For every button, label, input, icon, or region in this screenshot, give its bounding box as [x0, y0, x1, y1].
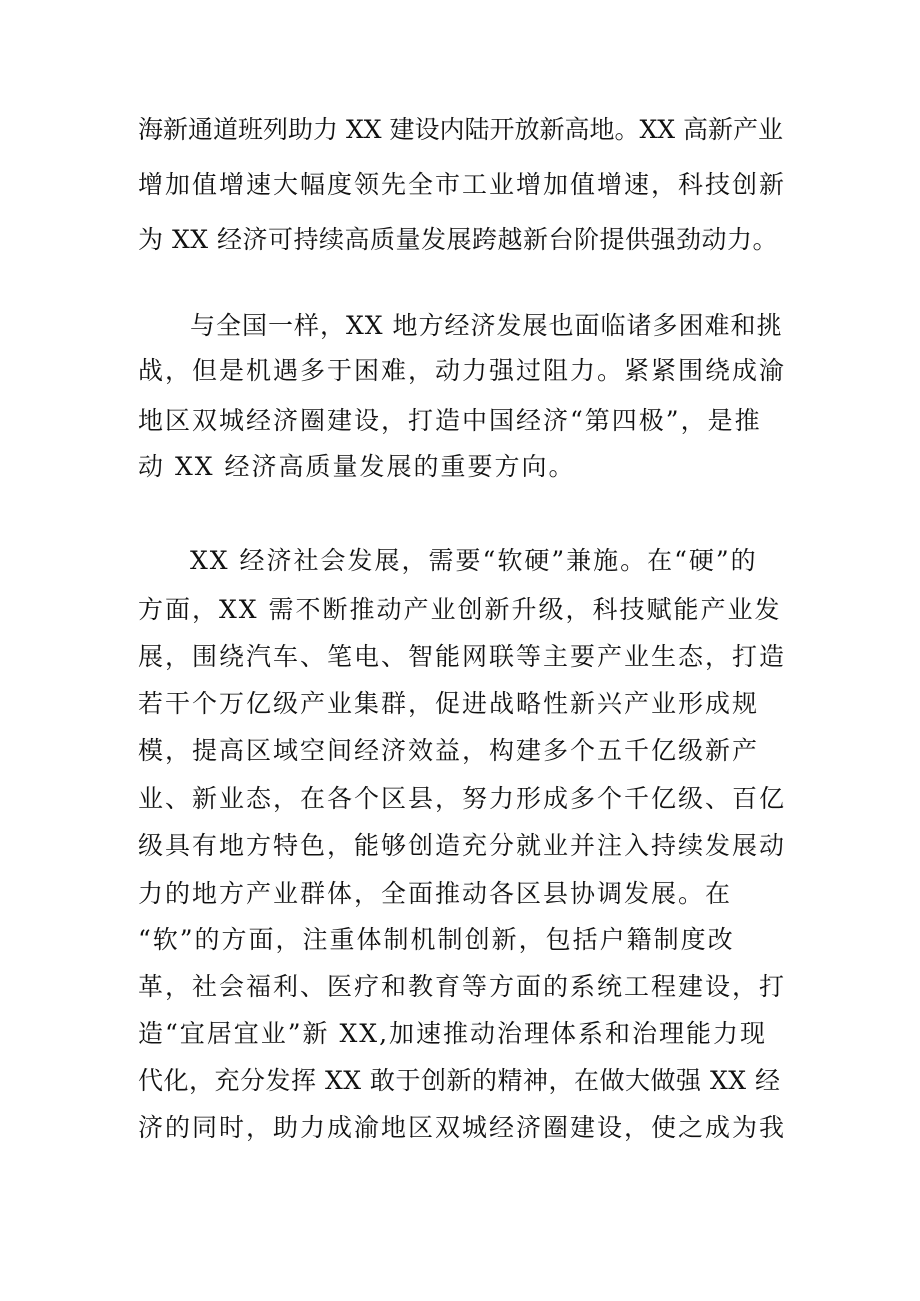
paragraph-1-line-2: 增加值增速大幅度领先全市工业增加值增速，科技创新 [138, 170, 787, 199]
paragraph-2-line-3: 地区双城经济圈建设，打造中国经济“第四极”，是推 [138, 406, 762, 435]
paragraph-3-line-1: XX 经济社会发展，需要“软硬”兼施。在“硬”的 [190, 546, 758, 575]
paragraph-1-line-3: 为 XX 经济可持续高质量发展跨越新台阶提供强劲动力。 [138, 225, 778, 254]
paragraph-3-line-8: 力的地方产业群体，全面推动各区县协调发展。在 [138, 879, 733, 908]
paragraph-3-line-13: 济的同时，助力成渝地区双城经济圈建设，使之成为我 [138, 1113, 787, 1142]
paragraph-3-line-10: 革，社会福利、医疗和教育等方面的系统工程建设，打 [138, 972, 787, 1001]
paragraph-3-line-5: 模，提高区域空间经济效益，构建多个五千亿级新产 [138, 736, 760, 765]
paragraph-2-line-1: 与全国一样，XX 地方经济发展也面临诸多困难和挑 [190, 311, 783, 340]
paragraph-2-line-2: 战，但是机遇多于困难，动力强过阻力。紧紧围绕成渝 [138, 356, 787, 385]
paragraph-3-line-3: 展，围绕汽车、笔电、智能网联等主要产业生态，打造 [138, 642, 787, 671]
paragraph-1-line-1: 海新通道班列助力 XX 建设内陆开放新高地。XX 高新产业 [138, 115, 784, 144]
paragraph-3-line-7: 级具有地方特色，能够创造充分就业并注入持续发展动 [138, 831, 787, 860]
paragraph-3-line-11: 造“宜居宜业”新 XX,加速推动治理体系和治理能力现 [138, 1019, 768, 1048]
paragraph-3-line-9: “软”的方面，注重体制机制创新，包括户籍制度改 [138, 925, 735, 954]
paragraph-3-line-2: 方面，XX 需不断推动产业创新升级，科技赋能产业发 [138, 595, 782, 624]
paragraph-3-line-4: 若干个万亿级产业集群，促进战略性新兴产业形成规 [138, 689, 760, 718]
paragraph-3-line-12: 代化，充分发挥 XX 敢于创新的精神，在做大做强 XX 经 [138, 1066, 781, 1095]
paragraph-3-line-6: 业、新业态，在各个区县，努力形成多个千亿级、百亿 [138, 784, 787, 813]
paragraph-2-line-4: 动 XX 经济高质量发展的重要方向。 [138, 452, 576, 481]
